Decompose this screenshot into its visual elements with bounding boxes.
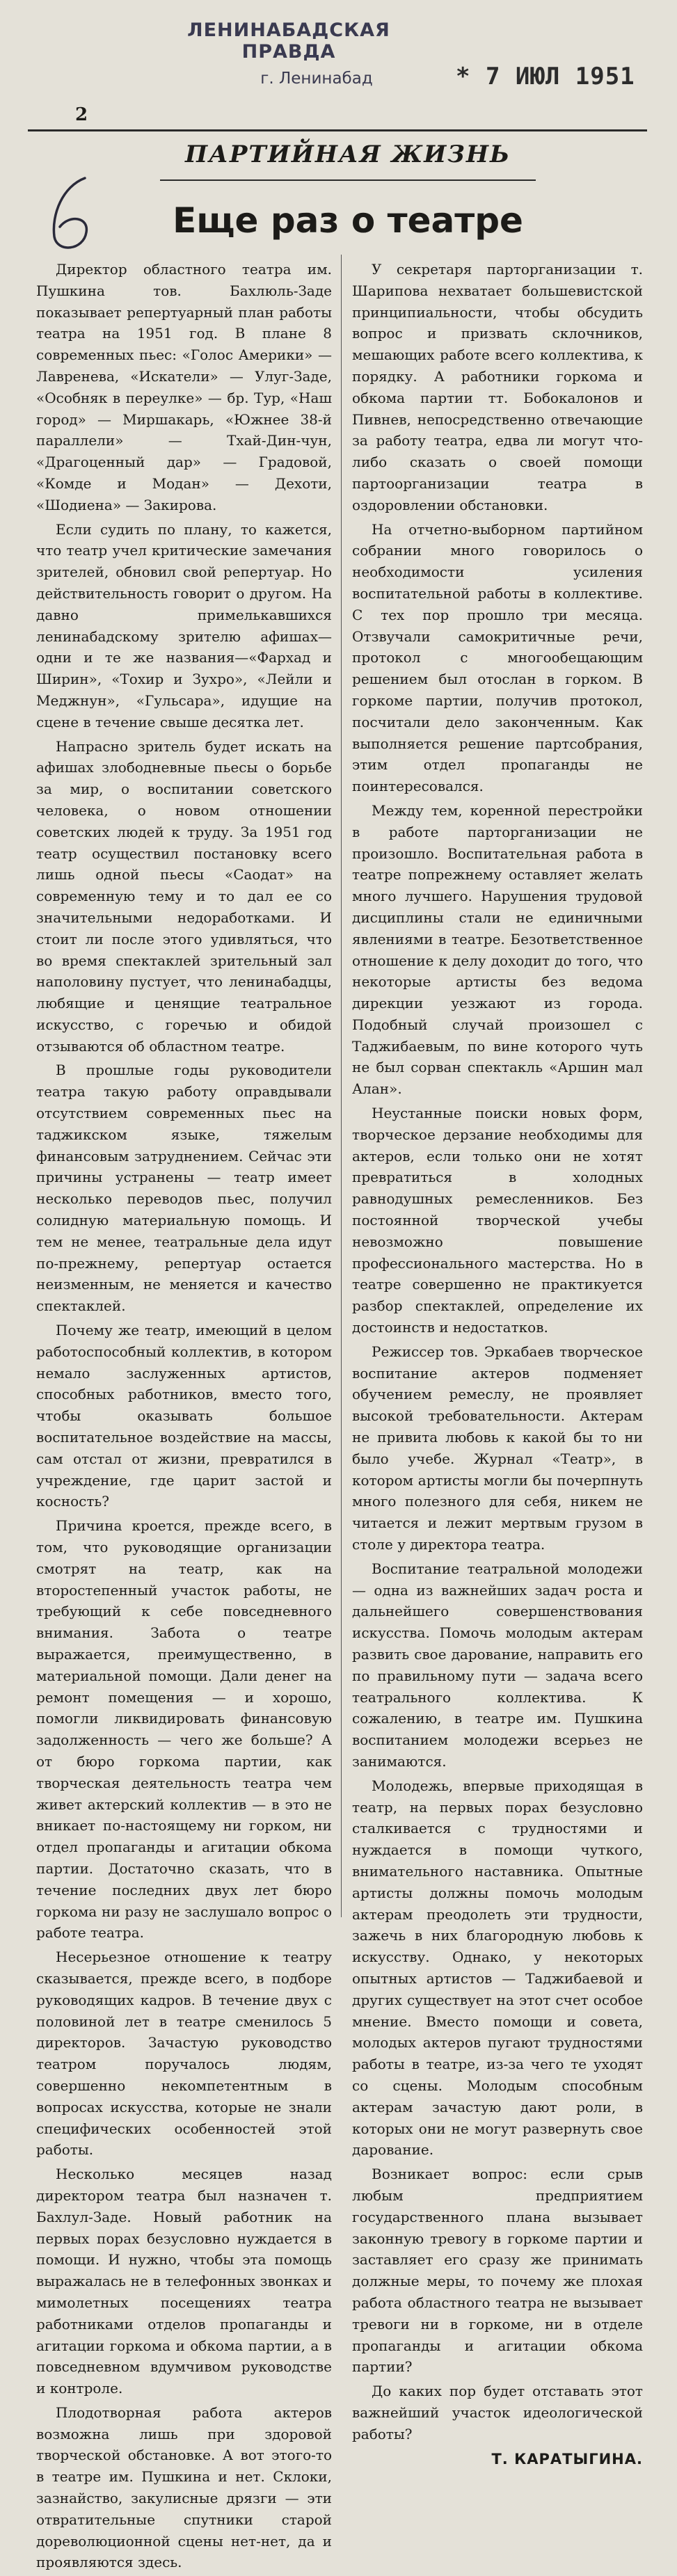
article-paragraph: Между тем, коренной перестройки в работе парторганизации не произошло. Воспитательная работа в театре попрежнему оставляет желать много лучшего. Нарушения трудовой дисциплины стали не единичными явлениями в театре. Безответственное отношение к делу доходит до того, что некоторые артисты без ведома дирекции уезжают из города. Подобный случай произошел с Таджибаевым, по вине которого чуть не был сорван спектакль «Аршин мал Алан».: [352, 801, 643, 1098]
top-rule: [28, 129, 647, 131]
article-paragraph: Воспитание театральной молодежи — одна из важнейших задач роста и дальнейшего совершенствования искусства. Помочь молодым актерам развить свое дарование, направить его по правильному пути — задача всего театрального коллектива. К сожалению, в театре им. Пушкина воспитанием молодежи всерьез не занимаются.: [352, 1560, 643, 1770]
article-paragraph: Несерьезное отношение к театру сказывается, прежде всего, в подборе руководящих кадров. В течение двух с половиной лет в театре сменилось 5 директоров. Зачастую руководство театром поручалось людям, совершенно некомпетентным в вопросах искусства, которые не знали специфических особенностей этой работы.: [36, 1949, 332, 2159]
article-paragraph: Плодотворная работа актеров возможна лишь при здоровой творческой обстановке. А вот этого-то в театре им. Пушкина и нет. Склоки, зазнайство, закулисные дрязги — эти отвратительные спутники старой дореволюционной сцены нет-нет, да и проявляются здесь.: [36, 2403, 332, 2571]
section-heading: ПАРТИЙНАЯ ЖИЗНЬ: [185, 141, 511, 168]
article-title: Еще раз о театре: [173, 200, 523, 241]
date-stamp: * 7 ИЮЛ 1951: [456, 63, 635, 90]
article-column-left: [36, 259, 332, 2576]
page-number: 2: [75, 104, 88, 125]
article-paragraph: До каких пор будет отставать этот важнейший участок идеологической работы?: [352, 2383, 643, 2442]
column-divider: [341, 255, 342, 1917]
article-paragraph: Директор областного театра им. Пушкина тов. Бахлюль-Заде показывает репертуарный план работы театра на 1951 год. В плане 8 современных пьес: «Голос Америки» — Лавренева, «Искатели» — Улуг-Заде, «Особняк в переулке» — бр. Тур, «Наш город» — Миршакарь, «Южнее 38-й параллели» — Тхай-Дин-чун, «Драгоценный дар» — Градовой, «Комде и Модан» — Дехоти, «Шодиена» — Закирова.: [36, 261, 332, 513]
article-paragraph: У секретаря парторганизации т. Шарипова нехватает большевистской принципиальности, чтобы обсудить вопрос и призвать склочников, мешающих работе всего коллектива, к порядку. А работники горкома и обкома партии тт. Бобокалонов и Пивнев, непосредственно отвечающие за работу театра, едва ли могут что-либо сказать о своей помощи партоорганизации театра в оздоровлении обстановки.: [352, 261, 643, 513]
article-paragraph: Почему же театр, имеющий в целом работоспособный коллектив, в котором немало заслуженных артистов, способных работников, вместо того, чтобы оказывать большое воспитательное воздействие на массы, сам отстал от жизни, превратился в учреждение, где царит застой и косность?: [36, 1322, 332, 1510]
newspaper-city: г. Ленинабад: [260, 70, 373, 88]
article-paragraph: Неустанные поиски новых форм, творческое дерзание необходимы для актеров, если только они не хотят превратиться в холодных равнодушных ремесленников. Без постоянной творческой учебы невозможно повышение профессионального мастерства. Но в театре совершенно не практикуется разбор спектаклей, определение их достоинств и недостатков.: [352, 1105, 643, 1336]
article-paragraph: Причина кроется, прежде всего, в том, что руководящие организации смотрят на театр, как на второстепенный участок работы, не требующий к себе повседневного внимания. Забота о театре выражается, преимущественно, в материальной помощи. Дали денег на ремонт помещения — и хорошо, помогли ликвидировать финансовую задолженность — чего же больше? А от бюро горкома партии, как творческая деятельность театра чем живет актерский коллектив — в это не вникает по-настоящему ни горком, ни отдел пропаганды и агитации обкома партии. Достаточно сказать, что в течение последних двух лет бюро горкома ни разу не заслушало вопрос о работе театра.: [36, 1517, 332, 1942]
newspaper-stamp: [160, 19, 417, 88]
author-signature: Т. КАРАТЫГИНА.: [491, 2451, 643, 2468]
article-paragraph: Возникает вопрос: если срыв любым предприятием государственного плана вызывает законную тревогу в горкоме партии и заставляет его сразу же принимать должные меры, то почему же плохая работа областного театра не вызывает тревоги ни в горкоме, ни в отделе пропаганды и агитации обкома партии?: [352, 2166, 643, 2376]
handwritten-mark-icon: [42, 173, 104, 256]
section-rule: [160, 179, 536, 181]
article-paragraph: Несколько месяцев назад директором театра был назначен т. Бахлул-Заде. Новый работник на первых порах безусловно нуждается в помощи. И нужно, чтобы эта помощь выражалась не в телефонных звонках и мимолетных посещениях театра работниками отделов пропаганды и агитации горкома и обкома партии, а в повседневном вдумчивом руководстве и контроле.: [36, 2166, 332, 2397]
article-paragraph: В прошлые годы руководители театра такую работу оправдывали отсутствием современных пьес на таджикском языке, тяжелым финансовым затруднением. Сейчас эти причины устранены — театр имеет несколько переводов пьес, получил солидную материальную помощь. И тем не менее, театральные дела идут по-прежнему, репертуар остается неизменным, не меняется и качество спектаклей.: [36, 1062, 332, 1315]
newspaper-name: ЛЕНИНАБАДСКАЯ ПРАВДА: [187, 19, 390, 63]
article-paragraph: На отчетно-выборном партийном собрании много говорилось о необходимости усиления воспитательной работы в коллективе. С тех пор прошло три месяца. Отзвучали самокритичные речи, протокол с многообещающим решением был отослан в горком. В горкоме партии, получив протокол, посчитали дело законченным. Как выполняется решение партсобрания, этим отдел пропаганды не поинтересовался.: [352, 520, 643, 795]
article-column-right: [352, 259, 643, 2470]
article-paragraph: Режиссер тов. Эркабаев творческое воспитание актеров подменяет обучением ремеслу, не проявляет высокой требовательности. Актерам не привита любовь к какой бы то ни было учебе. Журнал «Театр», в котором артисты могли бы почерпнуть много полезного для себя, никем не читается и лежит мертвым грузом в столе у директора театра.: [352, 1343, 643, 1553]
article-paragraph: Если судить по плану, то кажется, что театр учел критические замечания зрителей, обновил свой репертуар. Но действительность говорит о другом. На давно примелькавшихся ленинабадскому зрителю афишах—одни и те же названия—«Фархад и Ширин», «Тохир и Зухро», «Лейли и Меджнун», «Гульсара», идущие на сцене в течение свыше десятка лет.: [36, 520, 332, 730]
article-paragraph: Напрасно зритель будет искать на афишах злободневные пьесы о борьбе за мир, о воспитании советского человека, о новом отношении советских людей к труду. За 1951 год театр осуществил постановку всего лишь одной пьесы «Саодат» на современную тему и то дал ее со значительными недоработками. И стоит ли после этого удивляться, что во время спектаклей зрительный зал наполовину пустует, что ленинабадцы, любящие и ценящие театральное искусство, с горечью и обидой отзываются об областном театре.: [36, 737, 332, 1055]
article-paragraph: Молодежь, впервые приходящая в театр, на первых порах безусловно сталкивается с трудностями и нуждается в помощи чуткого, внимательного наставника. Опытные артисты должны помочь молодым актерам преодолеть эти трудности, зажечь в них благородную любовь к искусству. Однако, у некоторых опытных артистов — Таджибаевой и других существует на этот счет особое мнение. Вместо помощи и совета, молодых актеров пугают трудностями работы в театре, из-за чего те уходят со сцены. Молодым способным актерам зачастую дают роли, в которых они не могут развернуть свое дарование.: [352, 1777, 643, 2159]
